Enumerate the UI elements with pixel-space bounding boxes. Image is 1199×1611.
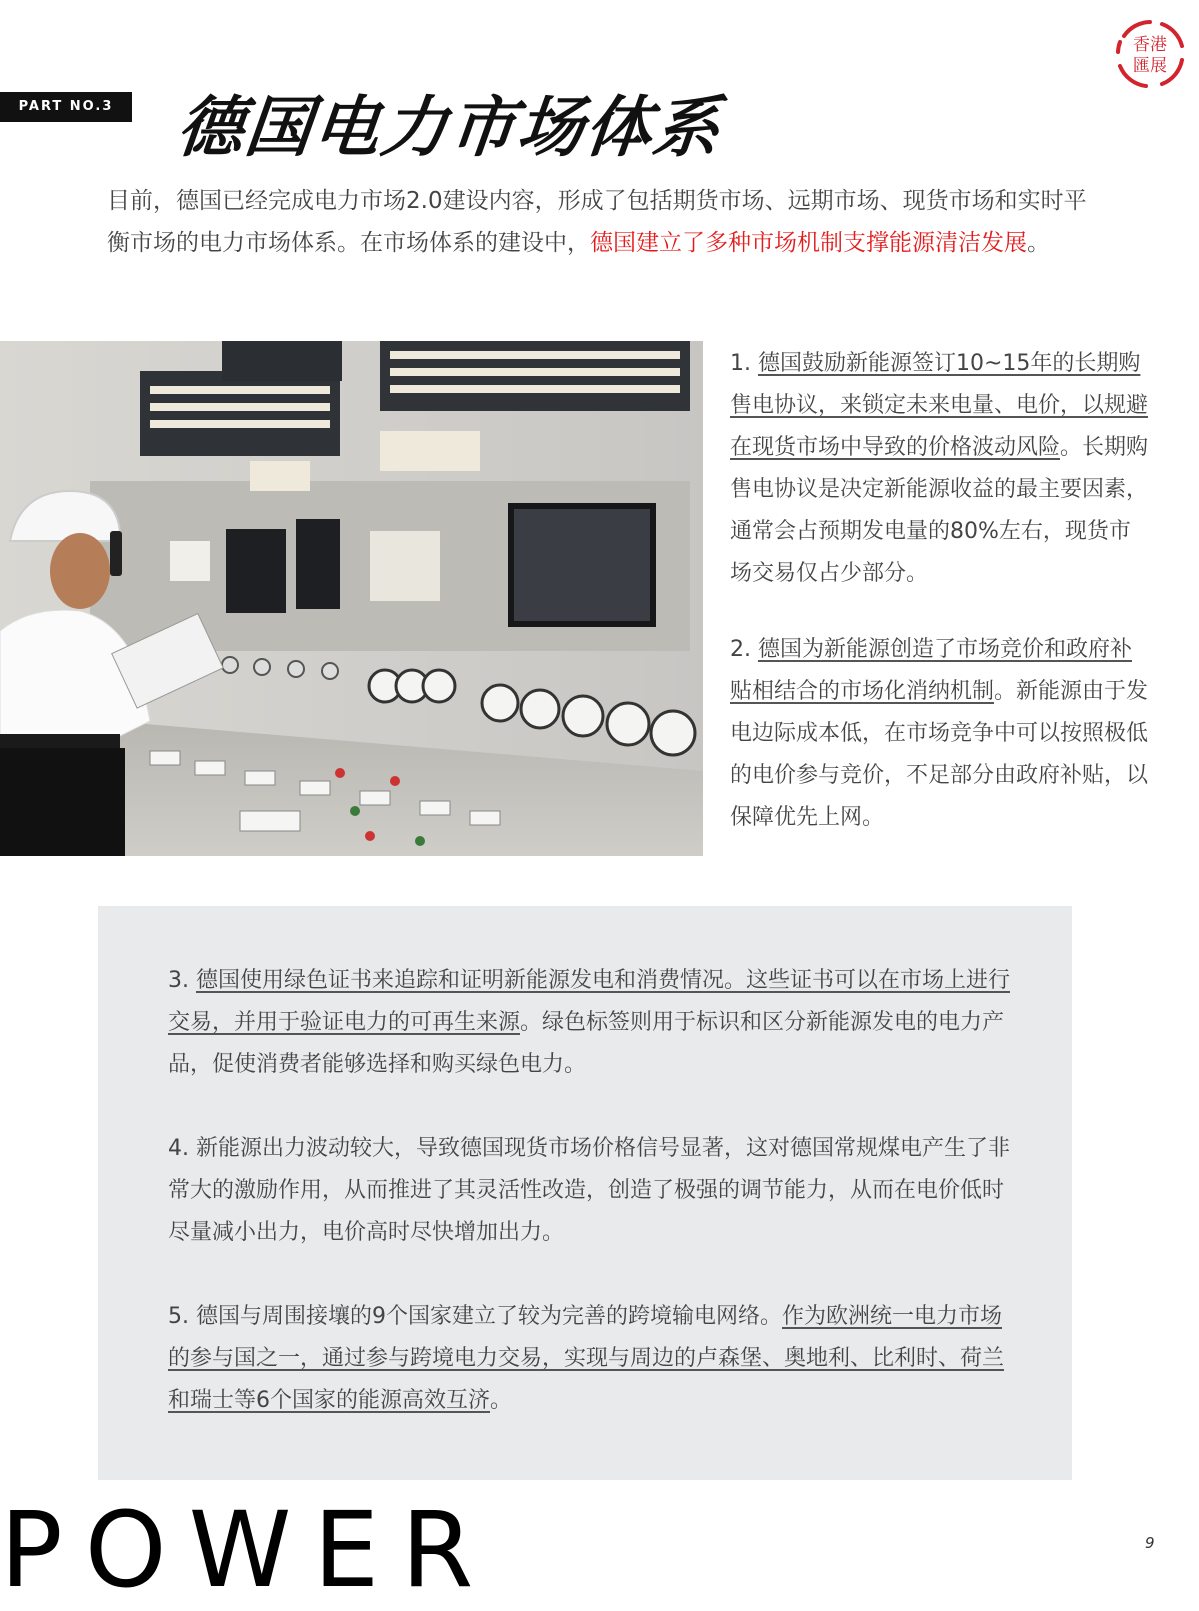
point-3-prefix: 3. <box>168 968 196 993</box>
brand-logo <box>1110 14 1190 94</box>
logo-mark-icon <box>1110 14 1190 94</box>
footer-brand: POWER <box>0 1489 496 1611</box>
point-5-rest: 。 <box>490 1388 513 1413</box>
logo-line1: 香港 <box>1133 35 1167 55</box>
point-5-underlined: 作为欧洲统一电力市场的参与国之一，通过参与跨境电力交易，实现与周边的卢森堡、奥地利、比利时、荷兰和瑞士等6个国家的能源高效互济 <box>168 1304 1005 1413</box>
point-1-rest: 。长期购售电协议是决定新能源收益的最主要因素，通常会占预期发电量的80%左右，现货市场交易仅占少部分。 <box>730 435 1149 586</box>
right-column <box>730 343 1150 839</box>
point-5 <box>168 1296 1018 1422</box>
point-3-rest: 。绿色标签则用于标识和区分新能源发电的电力产品，促使消费者能够选择和购买绿色电力。 <box>168 1010 1005 1077</box>
intro-text: 目前，德国已经完成电力市场2.0建设内容，形成了包括期货市场、远期市场、现货市场和实时平衡市场的电力市场体系。在市场体系的建设中， <box>107 188 1087 256</box>
point-1 <box>730 343 1150 595</box>
page-number: 9 <box>1145 1534 1155 1552</box>
point-2-prefix: 2. <box>730 637 758 662</box>
gray-content-box <box>98 906 1072 1480</box>
point-2-underlined: 德国为新能源创造了市场竞价和政府补贴相结合的市场化消纳机制 <box>730 637 1132 704</box>
page-title: 德国电力市场体系 <box>173 89 726 166</box>
point-4: 4. 新能源出力波动较大，导致德国现货市场价格信号显著，这对德国常规煤电产生了非常大的激励作用，从而推进了其灵活性改造，创造了极强的调节能力，从而在电价低时尽量减小出力，电价高时尽快增加出力。 <box>168 1136 1010 1245</box>
part-tag: PART NO.3 <box>0 92 132 122</box>
intro-highlight: 德国建立了多种市场机制支撑能源清洁发展 <box>590 230 1027 256</box>
intro-end: 。 <box>1027 230 1050 256</box>
point-1-prefix: 1. <box>730 351 758 376</box>
point-3 <box>168 960 1018 1086</box>
point-3-underlined: 德国使用绿色证书来追踪和证明新能源发电和消费情况。这些证书可以在市场上进行交易，并用于验证电力的可再生来源 <box>168 968 1010 1035</box>
point-2-rest: 。新能源由于发电边际成本低，在市场竞争中可以按照极低的电价参与竞价，不足部分由政府补贴，以保障优先上网。 <box>730 679 1149 830</box>
control-room-photo <box>0 341 703 856</box>
point-5-prefix: 5. 德国与周围接壤的9个国家建立了较为完善的跨境输电网络。 <box>168 1304 782 1329</box>
logo-line2: 匯展 <box>1133 56 1167 76</box>
point-2 <box>730 629 1150 839</box>
point-1-underlined: 德国鼓励新能源签订10~15年的长期购售电协议，来锁定未来电量、电价，以规避在现货市场中导致的价格波动风险 <box>730 351 1149 460</box>
intro-paragraph <box>107 180 1107 264</box>
